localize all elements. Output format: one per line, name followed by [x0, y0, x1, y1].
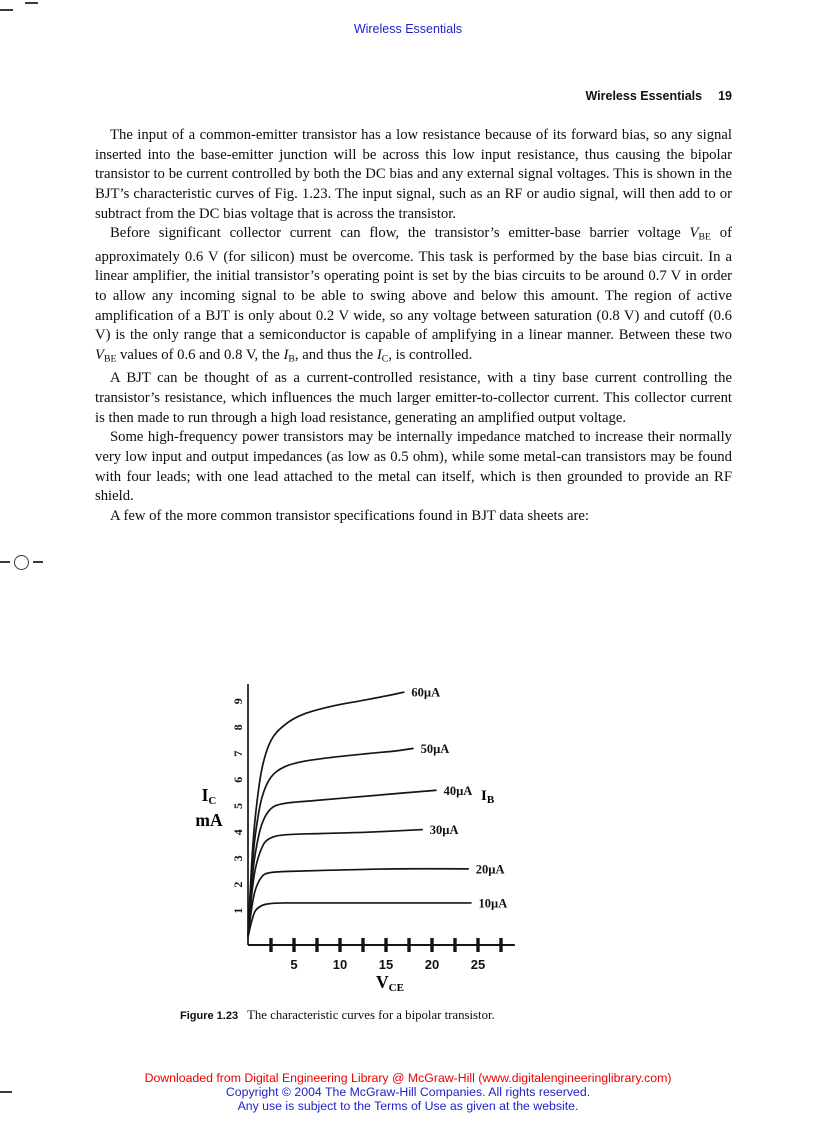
y-tick-label: 3 — [231, 855, 245, 862]
page-footer — [0, 1071, 816, 1114]
body-paragraphs — [95, 126, 732, 527]
y-axis-label — [180, 786, 238, 830]
y-tick-label: 5 — [231, 803, 245, 809]
curve-50µA — [248, 748, 414, 937]
header-book-title: Wireless Essentials — [585, 89, 703, 103]
y-tick-label: 2 — [231, 881, 245, 888]
curve-label-40µA: 40µA — [443, 783, 473, 798]
paragraph: A few of the more common transistor specifications found in BJT data sheets are: — [110, 507, 589, 524]
y-tick-label: 4 — [231, 829, 245, 836]
figure-caption-text: The characteristic curves for a bipolar transistor. — [247, 1008, 495, 1022]
y-tick-label: 1 — [231, 907, 245, 914]
footer-download-notice[interactable]: Downloaded from Digital Engineering Library @ McGraw-Hill (www.digitalengineeringlibrary.com) — [144, 1071, 672, 1085]
paragraph: The input of a common-emitter transistor has a low resistance because of its forward bias, so any signal inserted into the base-emitter junction will be across this low input resistance, thus causing the bipolar transistor to be current controlled by both the DC bias and any external signal voltages. This is shown in the BJT’s characteristic curves of Fig. 1.23. The input signal, such as an RF or audio signal, will then add to or subtract from the DC bias voltage that is across the transistor. — [95, 127, 732, 222]
y-tick-label: 7 — [231, 750, 245, 757]
x-axis-label: $V_{CE}$ — [376, 972, 404, 994]
header-page-number: 19 — [718, 89, 732, 103]
paragraph: A BJT can be thought of as a current-controlled resistance, with a tiny base current controlling the transistor’s resistance, which influences the much larger emitter-to-collector current. This collector current is then made to run through a high load resistance, generating an amplified output voltage. — [95, 370, 732, 426]
ic-unit: mA — [195, 810, 223, 830]
curve-label-60µA: 60µA — [411, 685, 441, 700]
crop-mark-left-dash-a — [0, 561, 10, 563]
bjt-curves-svg — [180, 682, 560, 1017]
curve-label-20µA: 20µA — [475, 862, 505, 877]
x-tick-label: 5 — [290, 957, 298, 972]
crop-mark-left-dash-b — [33, 561, 43, 563]
curve-label-50µA: 50µA — [420, 741, 450, 756]
ic-symbol: $I_C$ — [201, 785, 217, 807]
crop-mark-top-left-a — [0, 9, 13, 11]
curve-10µA — [248, 903, 472, 937]
curve-40µA — [248, 790, 437, 937]
curve-label-30µA: 30µA — [429, 823, 459, 838]
x-tick-label: 25 — [470, 957, 486, 972]
curve-label-10µA: 10µA — [478, 896, 508, 911]
x-tick-label: 10 — [332, 957, 348, 972]
running-head-link[interactable]: Wireless Essentials — [353, 22, 463, 36]
paragraph: Some high-frequency power transistors may be internally impedance matched to increase their normally very low input and output impedances (as low as 0.5 ohm), while some metal-can transistors may be found with four leads; with one lead attached to the metal can itself, which is then grounded to provide an RF shield. — [95, 429, 732, 505]
crop-mark-top-left-b — [25, 2, 38, 4]
paragraph: Before significant collector current can flow, the transistor’s emitter-base barrier voltage $V_{BE}$ of approximately 0.6 V (for silicon) must be overcome. This task is performed by the base bias circuit. In a linear amplifier, the initial transistor’s operating point is set by the bias circuits to be around 0.7 V in order to allow any incoming signal to be able to swing above and below this amount. The region of active amplification of a BJT is only about 0.2 V wide, so any voltage between saturation (0.8 V) and cutoff (0.6 V) is the only range that a semiconductor is capable of amplifying in a linear manner. Between these two $V_{BE}$ values of 0.6 and 0.8 V, the $I_B$, and thus the $I_C$, is controlled. — [95, 225, 732, 365]
footer-copyright: Copyright © 2004 The McGraw-Hill Companies. All rights reserved. — [225, 1085, 591, 1100]
x-tick-label: 15 — [378, 957, 394, 972]
footer-terms: Any use is subject to the Terms of Use as given at the website. — [237, 1099, 579, 1114]
figure-caption — [180, 1006, 720, 1024]
registration-circle-mark — [14, 555, 29, 570]
y-tick-label: 8 — [231, 724, 245, 731]
y-tick-label: 9 — [231, 698, 245, 705]
curve-60µA — [248, 692, 404, 937]
curve-30µA — [248, 830, 423, 937]
base-current-family-label: $I_B$ — [481, 788, 495, 806]
y-tick-label: 6 — [231, 776, 245, 783]
x-tick-label: 20 — [424, 957, 440, 972]
page-header — [95, 89, 732, 103]
figure-label: Figure 1.23 — [180, 1010, 239, 1022]
figure-1-23 — [180, 682, 560, 1017]
